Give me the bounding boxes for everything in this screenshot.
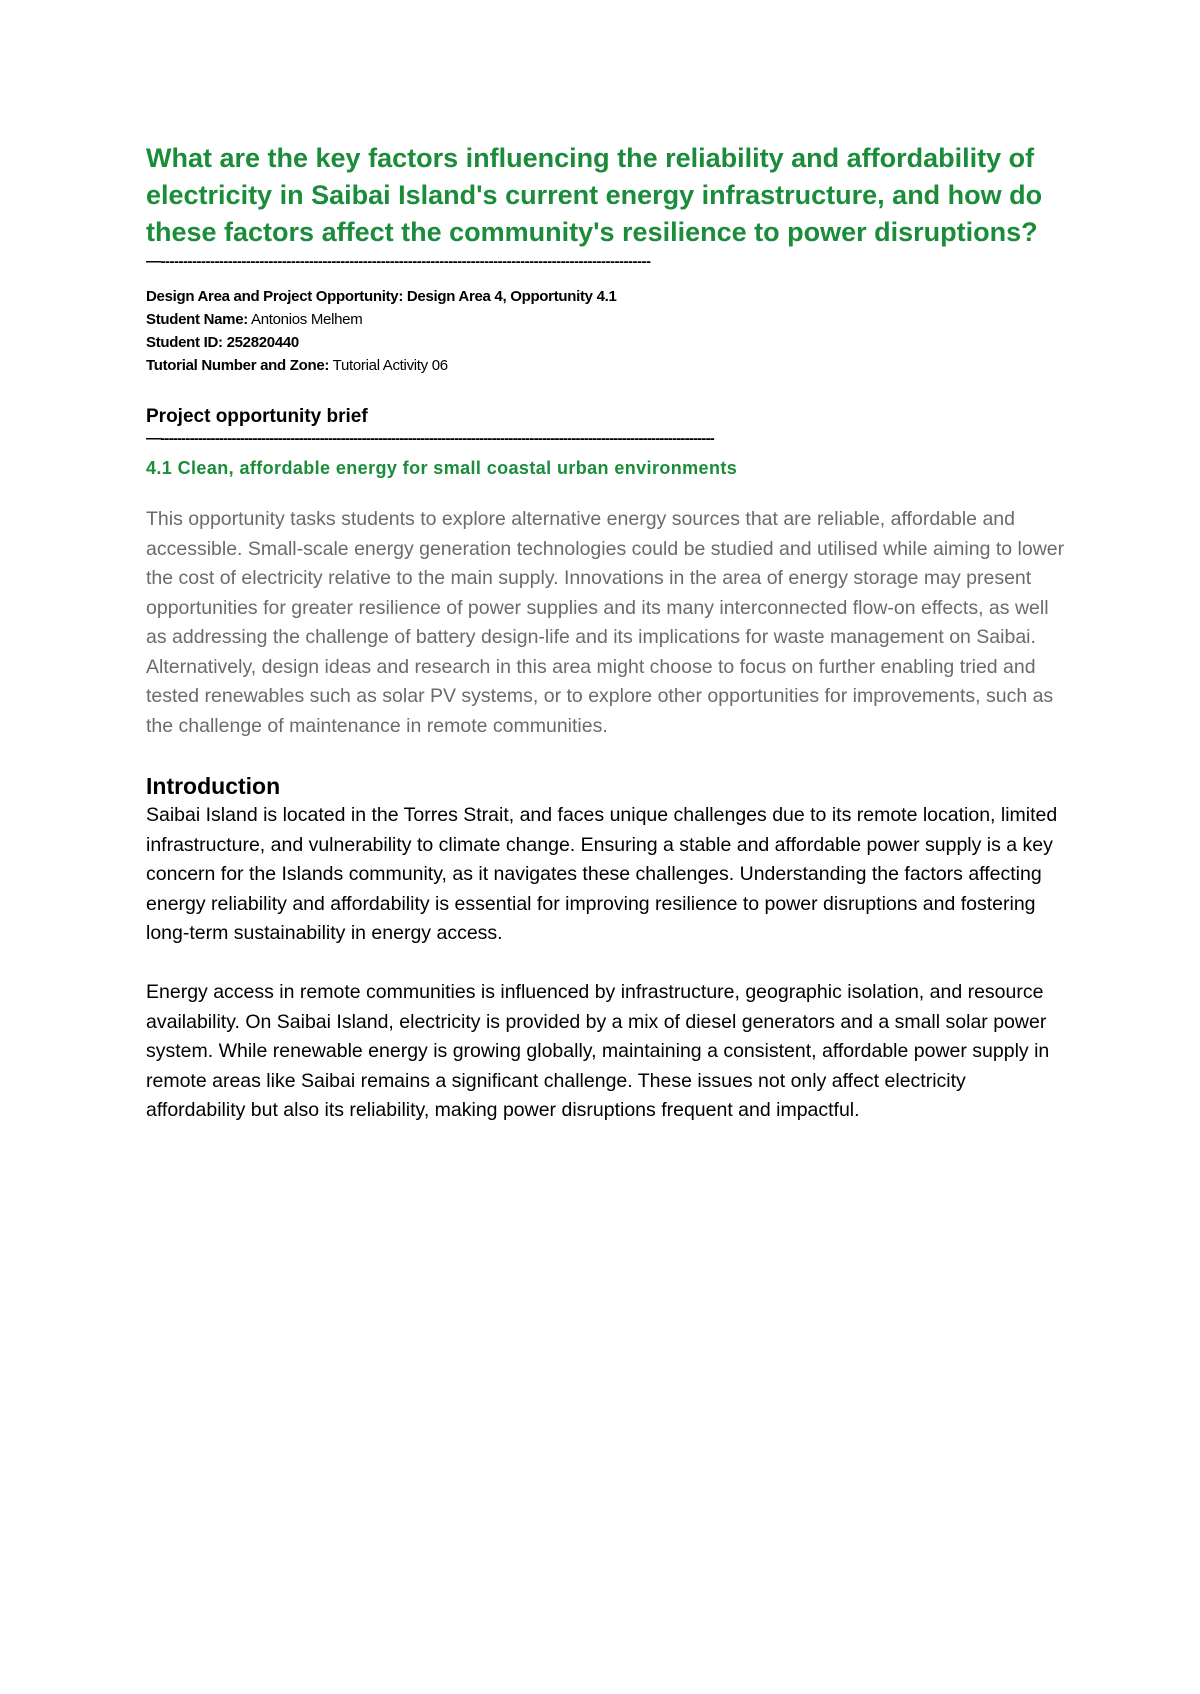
opportunity-title: 4.1 Clean, affordable energy for small coastal urban environments <box>146 458 738 478</box>
brief-divider: —------------------------------------------------------------------------------------------------------------------------------------ <box>146 431 714 447</box>
intro-paragraph-2: Energy access in remote communities is influenced by infrastructure, geographic isolation, and resource availability. On Saibai Island, electricity is provided by a mix of diesel generators and a small solar power system. While renewable energy is growing globally, maintaining a consistent, affordable power supply in remote areas like Saibai remains a significant challenge. These issues not only affect electricity affordability but also its reliability, making power disruptions frequent and impactful. <box>146 981 1050 1121</box>
tutorial-value: Tutorial Activity 06 <box>332 357 448 374</box>
student-id-row <box>146 331 1066 354</box>
student-name-row <box>146 308 1066 331</box>
intro-paragraph-1: Saibai Island is located in the Torres Strait, and faces unique challenges due to its remote location, limited infrastructure, and vulnerability to climate change. Ensuring a stable and affordable power supply is a key concern for the Islands community, as it navigates these challenges. Understanding the factors affecting energy reliability and affordability is essential for improving resilience to power disruptions and fostering long-term sustainability in energy access. <box>146 804 1058 944</box>
design-area-value: Design Area 4, Opportunity 4.1 <box>406 288 617 305</box>
design-area-label: Design Area and Project Opportunity: <box>146 288 404 305</box>
student-id-label: Student ID: <box>146 334 223 351</box>
tutorial-row <box>146 354 1066 377</box>
brief-paragraph: This opportunity tasks students to explore alternative energy sources that are reliable, affordable and accessible. Small-scale energy generation technologies could be studied and utilised while aiming to lower the cost of electricity relative to the main supply. Innovations in the area of energy storage may present opportunities for greater resilience of power supplies and its many interconnected flow-on effects, as well as addressing the challenge of battery design-life and its implications for waste management on Saibai. Alternatively, design ideas and research in this area might choose to focus on further enabling tried and tested renewables such as solar PV systems, or to explore other opportunities for improvements, such as the challenge of maintenance in remote communities. <box>146 508 1065 737</box>
brief-heading: Project opportunity brief <box>146 406 368 427</box>
document-title: What are the key factors influencing the reliability and affordability of electricity in Saibai Island's current energy infrastructure, and how do these factors affect the community's resilience to power disruptions? <box>146 143 1043 247</box>
student-id-value: 252820440 <box>226 334 299 351</box>
student-name-value: Antonios Melhem <box>251 311 363 328</box>
tutorial-label: Tutorial Number and Zone: <box>146 357 330 374</box>
student-details <box>146 285 1066 377</box>
student-name-label: Student Name: <box>146 311 248 328</box>
introduction-heading: Introduction <box>146 773 281 799</box>
design-area-row <box>146 285 1066 308</box>
document-content <box>146 140 1066 1126</box>
title-divider: —------------------------------------------------------------------------------------------------------------- <box>146 253 651 270</box>
